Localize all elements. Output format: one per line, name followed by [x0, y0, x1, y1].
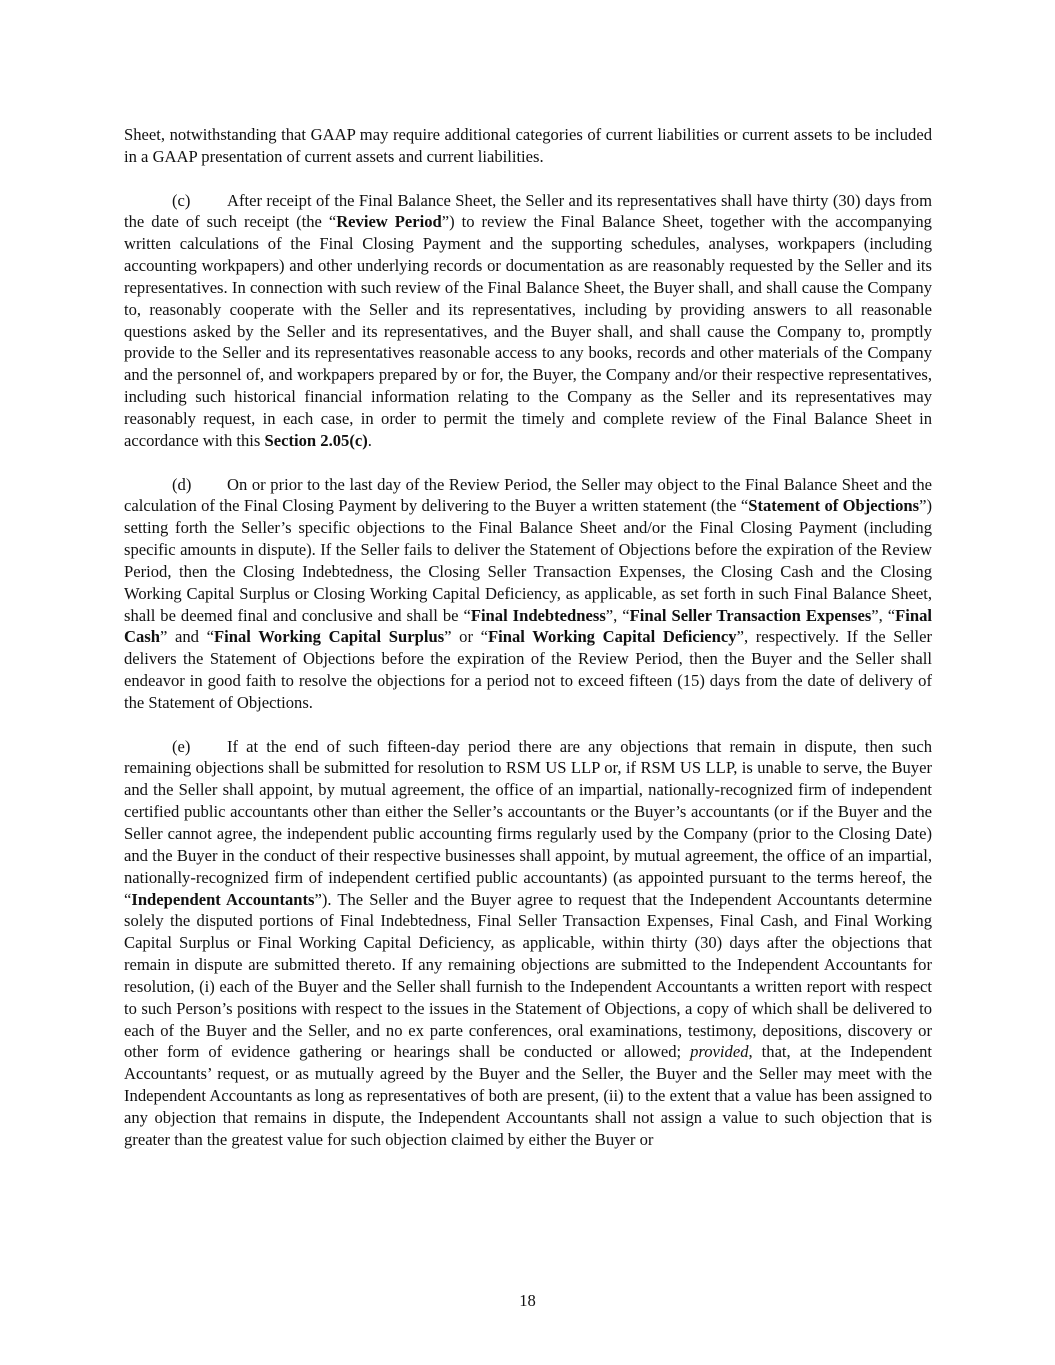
- document-body: [124, 124, 932, 1173]
- paragraph-e: (e) If at the end of such fifteen-day period there are any objections that remain in dispute, then such remaining objections shall be submitted for resolution to RSM US LLP or, if RSM US LLP, is unable to serve, the Buyer and the Seller shall appoint, by mutual agreement, the office of an impartial, nationally-recognized firm of independent certified public accountants other than either the Seller’s accountants or the Buyer’s accountants (or if the Buyer and the Seller cannot agree, the independent public accounting firms regularly used by the Company (prior to the Closing Date) and the Buyer in the conduct of their respective businesses shall appoint, by mutual agreement, the office of an impartial, nationally-recognized firm of independent certified public accountants) (as appointed pursuant to the terms hereof, the “Independent Accountants”). The Seller and the Buyer agree to request that the Independent Accountants determine solely the disputed portions of Final Indebtedness, Final Seller Transaction Expenses, Final Cash, and Final Working Capital Surplus or Final Working Capital Deficiency, as applicable, within thirty (30) days after the objections that remain in dispute are submitted thereto. If any remaining objections are submitted to the Independent Accountants for resolution, (i) each of the Buyer and the Seller shall furnish to the Independent Accountants a written report with respect to such Person’s positions with respect to the issues in the Statement of Objections, a copy of which shall be delivered to each of the Buyer and the Seller, and no ex parte conferences, oral examinations, testimony, depositions, discovery or other form of evidence gathering or hearings shall be conducted or allowed; provided, that, at the Independent Accountants’ request, or as mutually agreed by the Buyer and the Seller, the Buyer and the Seller may meet with the Independent Accountants as long as representatives of both are present, (ii) to the extent that a value has been assigned to any objection that remains in dispute, the Independent Accountants shall not assign a value to such objection that is greater than the greatest value for such objection claimed by either the Buyer or: [124, 736, 932, 1149]
- defined-term-final-working-capital-surplus: Final Working Capital Surplus: [213, 627, 445, 647]
- page-number: 18: [519, 1291, 536, 1310]
- defined-term-review-period: Review Period: [336, 212, 442, 232]
- defined-term-final-indebtedness: Final Indebtedness: [470, 605, 606, 625]
- paragraph-e-marker: (e): [172, 736, 191, 756]
- paragraph-d-marker: (d): [172, 474, 192, 494]
- defined-term-final-working-capital-deficiency: Final Working Capital Deficiency: [488, 627, 737, 647]
- italic-term-provided: provided: [690, 1042, 749, 1062]
- defined-term-final-seller-transaction-expenses: Final Seller Transaction Expenses: [629, 605, 872, 625]
- paragraph-b-continuation: Sheet, notwithstanding that GAAP may require additional categories of current liabilities or current assets to be included in a GAAP presentation of current assets and current liabilities.: [124, 125, 932, 166]
- defined-term-final-cash: Final Cash: [124, 605, 933, 647]
- defined-term-independent-accountants: Independent Accountants: [131, 889, 315, 909]
- paragraph-c: (c) After receipt of the Final Balance Sheet, the Seller and its representatives shall have thirty (30) days from the date of such receipt (the “Review Period”) to review the Final Balance Sheet, together with the accompanying written calculations of the Final Closing Payment and the supporting schedules, analyses, workpapers (including accounting workpapers) and other underlying records or documentation as are reasonably requested by the Seller and its representatives. In connection with such review of the Final Balance Sheet, the Buyer shall, and shall cause the Company to, reasonably cooperate with the Seller and its representatives, including by providing answers to all reasonable questions asked by the Seller and its representatives, and the Buyer shall, and shall cause the Company to, promptly provide to the Seller and its representatives reasonable access to any books, records and other materials of the Company and the personnel of, and workpapers prepared by or for, the Buyer, the Company and/or their respective representatives, including such historical financial information relating to the Company as the Seller and its representatives may reasonably request, in each case, in order to permit the timely and complete review of the Final Balance Sheet in accordance with this Section 2.05(c).: [124, 190, 932, 450]
- section-reference: Section 2.05(c): [264, 430, 368, 450]
- paragraph-d: (d) On or prior to the last day of the Review Period, the Seller may object to the Final Balance Sheet and the calculation of the Final Closing Payment by delivering to the Buyer a written statement (the “Statement of Objections”) setting forth the Seller’s specific objections to the Final Balance Sheet and/or the Final Closing Payment (including specific amounts in dispute). If the Seller fails to deliver the Statement of Objections before the expiration of the Review Period, then the Closing Indebtedness, the Closing Seller Transaction Expenses, the Closing Cash and the Closing Working Capital Surplus or Closing Working Capital Deficiency, as applicable, as set forth in such Final Balance Sheet, shall be deemed final and conclusive and shall be “Final Indebtedness”, “Final Seller Transaction Expenses”, “Final Cash” and “Final Working Capital Surplus” or “Final Working Capital Deficiency”, respectively. If the Seller delivers the Statement of Objections before the expiration of the Review Period, then the Buyer and the Seller shall endeavor in good faith to resolve the objections for a period not to exceed fifteen (15) days from the date of delivery of the Statement of Objections.: [124, 474, 933, 712]
- paragraph-c-marker: (c): [172, 190, 191, 210]
- defined-term-statement-of-objections: Statement of Objections: [748, 496, 920, 516]
